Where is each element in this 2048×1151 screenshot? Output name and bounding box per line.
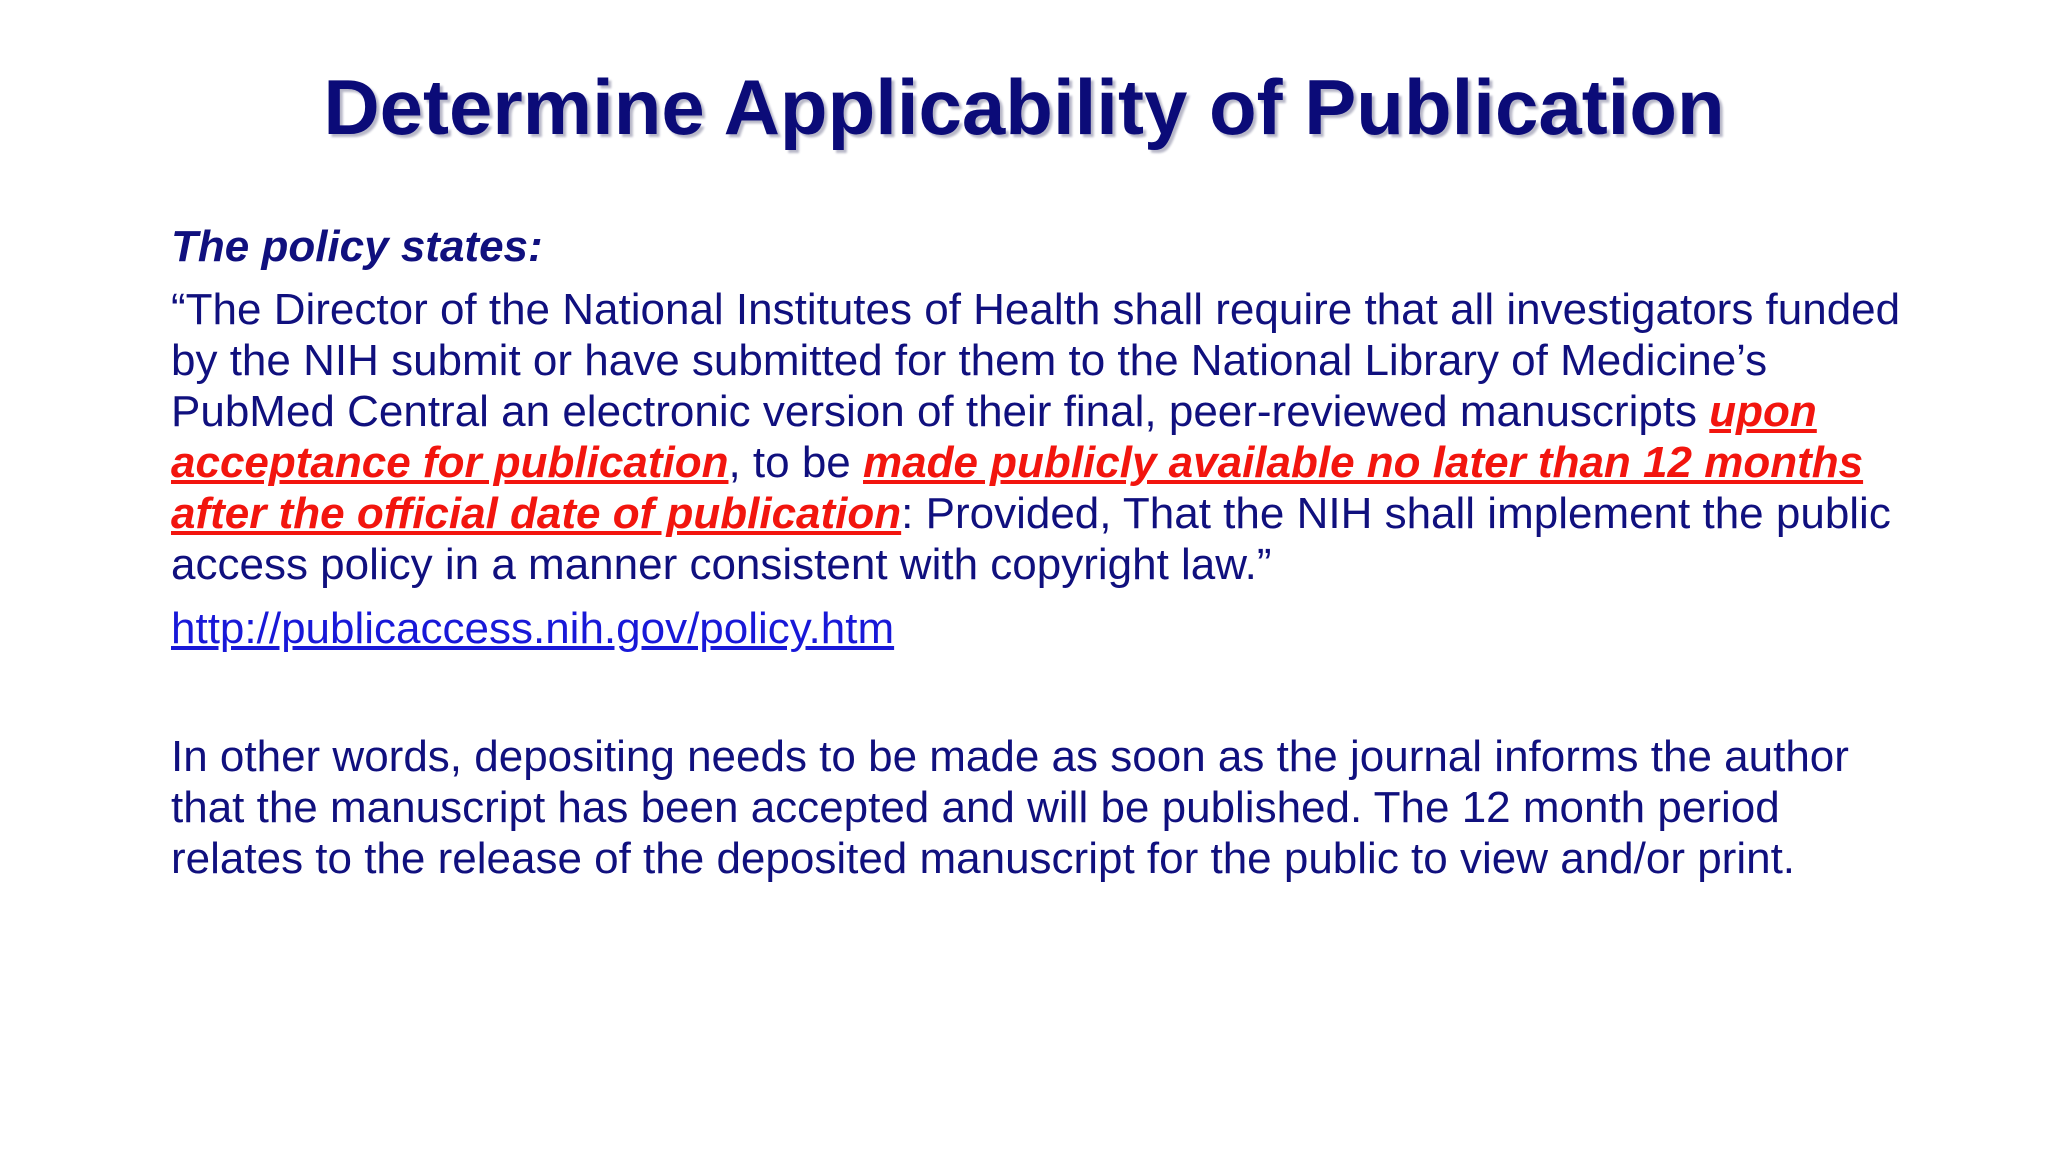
highlight-acceptance: upon acceptance for publication	[171, 387, 1817, 487]
slide-title: Determine Applicability of Publication	[323, 63, 1725, 151]
quote-text-2: , to be	[728, 438, 864, 487]
highlight-availability: made publicly available no later than 12 months after the official date of publication	[171, 438, 1864, 538]
explanation-paragraph: In other words, depositing needs to be made as soon as the journal informs the author that the manuscript has been accepted and will be published. The 12 month period relates to the release of the deposited manuscript for the public to view and/or print.	[171, 732, 1849, 883]
slide-body	[171, 218, 1911, 884]
policy-link[interactable]: http://publicaccess.nih.gov/policy.htm	[171, 604, 895, 653]
quote-text-1: “The Director of the National Institutes of Health shall require that all investigators funded by the NIH submit or have submitted for them to the National Library of Medicine’s PubMed Central an electronic version of their final, peer-reviewed manuscripts	[171, 285, 1901, 436]
policy-lead: The policy states:	[171, 222, 543, 271]
policy-quote	[171, 284, 1911, 590]
quote-text-3: : Provided, That the NIH shall implement the public access policy in a manner consistent with copyright law.”	[171, 489, 1891, 589]
